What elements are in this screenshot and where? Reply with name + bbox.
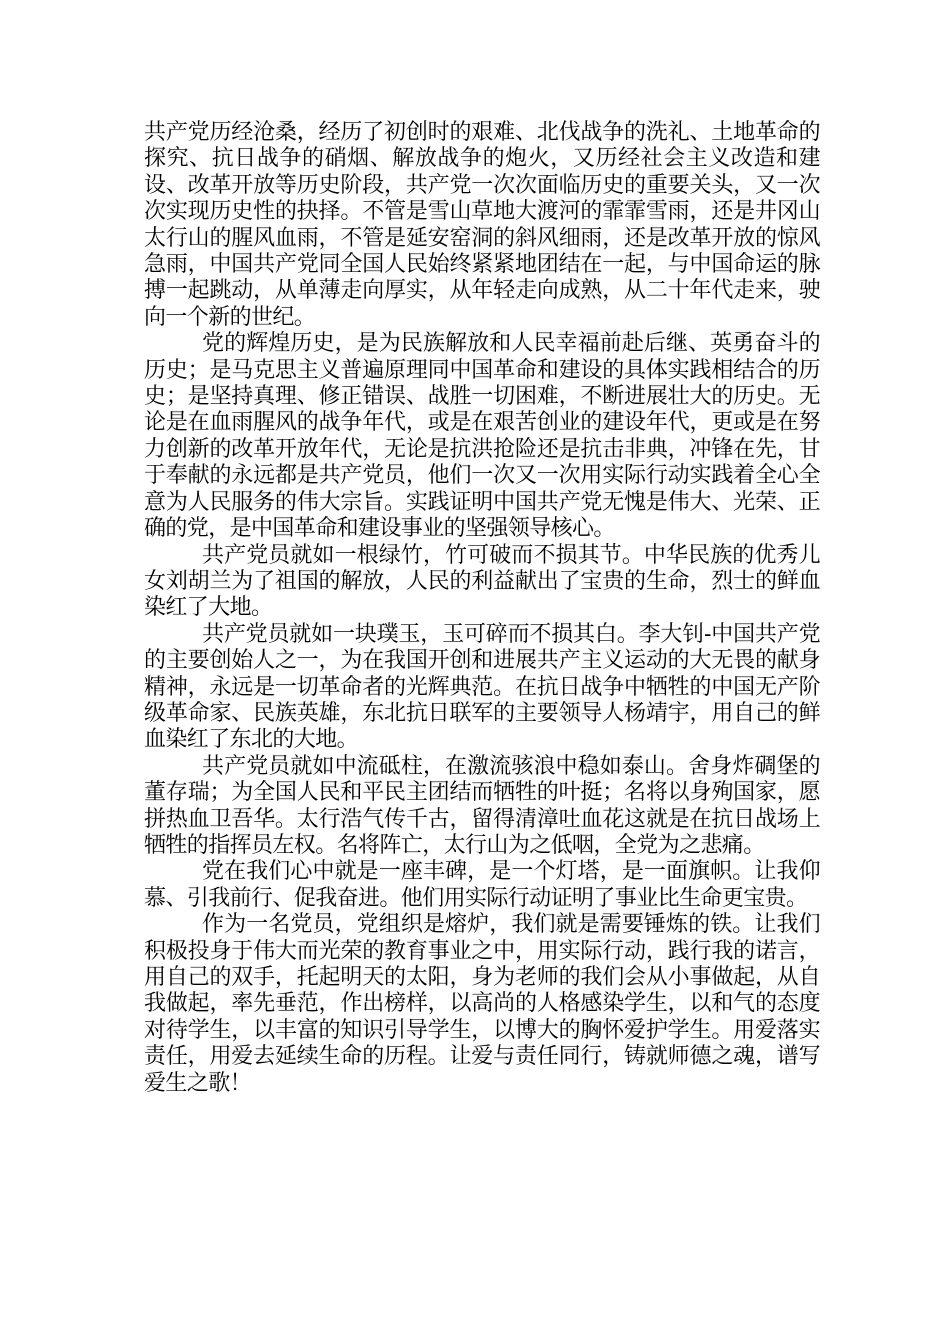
paragraph-history-overview: 共产党历经沧桑，经历了初创时的艰难、北伐战争的洗礼、土地革命的探究、抗日战争的硝烟、解放战争的炮火，又历经社会主义改造和建设、改革开放等历史阶段，共产党一次次面临历史的重要关头，又一次次实现历史性的抉择。不管是雪山草地大渡河的霏霏雪雨，还是井冈山太行山的腥风血雨，不管是延安窑洞的斜风细雨，还是改革开放的惊风急雨，中国共产党同全国人民始终紧紧地团结在一起，与中国命运的脉搏一起跳动，从单薄走向厚实，从年轻走向成熟，从二十年代走来，驶向一个新的世纪。 <box>144 120 820 330</box>
paragraph-teacher-commitment: 作为一名党员，党组织是熔炉，我们就是需要锤炼的铁。让我们积极投身于伟大而光荣的教育事业之中，用实际行动，践行我的诺言，用自己的双手，托起明天的太阳，身为老师的我们会从小事做起，从自我做起，率先垂范，作出榜样，以高尚的人格感染学生，以和气的态度对待学生，以丰富的知识引导学生，以博大的胸怀爱护学生。用爱落实责任，用爱去延续生命的历程。让爱与责任同行，铸就师德之魂，谱写爱生之歌！ <box>144 912 820 1096</box>
paragraph-mainstay: 共产党员就如中流砥柱，在激流骇浪中稳如泰山。舍身炸碉堡的董存瑞；为全国人民和平民主团结而牺牲的叶挺；名将以身殉国家，愿拼热血卫吾华。太行浩气传千古，留得清漳吐血花这就是在抗日战场上牺牲的指挥员左权。名将阵亡，太行山为之低咽，全党为之悲痛。 <box>144 753 820 858</box>
document-body <box>144 120 820 1097</box>
paragraph-green-bamboo: 共产党员就如一根绿竹，竹可破而不损其节。中华民族的优秀儿女刘胡兰为了祖国的解放，人民的利益献出了宝贵的生命，烈士的鲜血染红了大地。 <box>144 542 820 621</box>
paragraph-jade: 共产党员就如一块璞玉，玉可碎而不损其白。李大钊-中国共产党的主要创始人之一，为在我国开创和进展共产主义运动的大无畏的献身精神，永远是一切革命者的光辉典范。在抗日战争中牺牲的中国无产阶级革命家、民族英雄，东北抗日联军的主要领导人杨靖宇，用自己的鲜血染红了东北的大地。 <box>144 621 820 753</box>
paragraph-party-history: 党的辉煌历史，是为民族解放和人民幸福前赴后继、英勇奋斗的历史；是马克思主义普遍原理同中国革命和建设的具体实践相结合的历史；是坚持真理、修正错误、战胜一切困难，不断进展壮大的历史。无论是在血雨腥风的战争年代，或是在艰苦创业的建设年代，更或是在努力创新的改革开放年代，无论是抗洪抢险还是抗击非典，冲锋在先，甘于奉献的永远都是共产党员，他们一次又一次用实际行动实践着全心全意为人民服务的伟大宗旨。实践证明中国共产党无愧是伟大、光荣、正确的党，是中国革命和建设事业的坚强领导核心。 <box>144 331 820 542</box>
paragraph-monument: 党在我们心中就是一座丰碑，是一个灯塔，是一面旗帜。让我仰慕、引我前行、促我奋进。他们用实际行动证明了事业比生命更宝贵。 <box>144 859 820 911</box>
